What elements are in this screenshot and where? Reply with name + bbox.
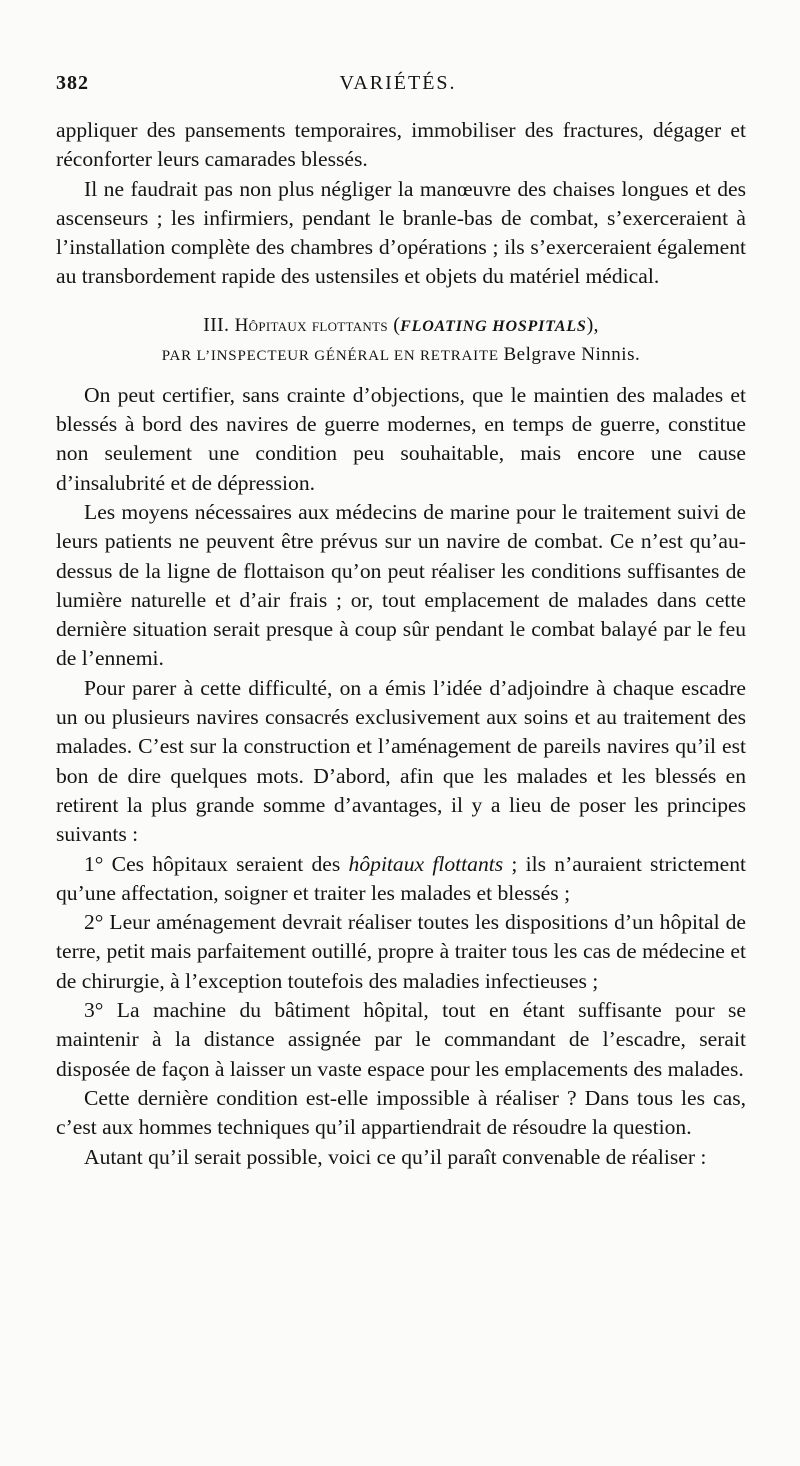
- paragraph: Cette dernière condition est-elle impossible à réaliser ? Dans tous les cas, c’est aux hommes techniques qu’il appartiendrait de résoudre la question.: [56, 1085, 746, 1140]
- list-item: [56, 850, 746, 909]
- section-title: Hôpitaux flottants: [234, 314, 388, 336]
- paren-close: ),: [586, 313, 599, 336]
- list-item-text: 3° La machine du bâtiment hôpital, tout en étant suffisante pour se maintenir à la distance assignée par le commandant de l’escadre, serait disposée de façon à laisser un vaste espace pour les emplacements des malades.: [56, 998, 746, 1081]
- paragraph: Les moyens nécessaires aux médecins de marine pour le traitement suivi de leurs patients ne peuvent être prévus sur un navire de combat. Ce n’est qu’au-dessus de la ligne de flottaison qu’on peut réaliser les conditions suffisantes de lumière naturelle et d’air frais ; or, tout emplacement de malades dans cette dernière situation serait presque à coup sûr pendant le combat balayé par le feu de l’ennemi.: [56, 499, 746, 671]
- paragraph: On peut certifier, sans crainte d’objections, que le maintien des malades et blessés à bord des navires de guerre modernes, en temps de guerre, constitue non seulement une condition peu souhaitable, mais encore une cause d’insalubrité et de dépression.: [56, 382, 746, 495]
- byline-prefix: PAR L’INSPECTEUR GÉNÉRAL EN RETRAITE: [161, 347, 499, 364]
- page-header: [56, 72, 740, 102]
- section-byline: [56, 341, 746, 370]
- list-item-text: 1° Ces hôpitaux seraient des: [84, 851, 349, 876]
- list-item-text: 2° Leur aménagement devrait réaliser toutes les dispositions d’un hôpital de terre, petit mais parfaitement outillé, propre à traiter tous les cas de médecine et de chirurgie, à l’exception toutefois des maladies infectieuses ;: [56, 910, 746, 993]
- list-item-italic: hôpitaux flottants: [348, 851, 504, 876]
- section-numeral: III.: [203, 313, 230, 336]
- continued-paragraph: appliquer des pansements temporaires, immobiliser des fractures, dégager et réconforter leurs camarades blessés.: [56, 118, 746, 172]
- list-item: [56, 908, 746, 996]
- paragraph: Pour parer à cette difficulté, on a émis l’idée d’adjoindre à chaque escadre un ou plusieurs navires consacrés exclusivement aux soins et au traitement des malades. C’est sur la construction et l’aménagement de pareils navires qu’il est bon de dire quelques mots. D’abord, afin que les malades et les blessés en retirent la plus grande somme d’avantages, il y a lieu de poser les principes suivants :: [56, 675, 746, 847]
- section-english-title: FLOATING HOSPITALS: [400, 317, 587, 335]
- paragraph: Autant qu’il serait possible, voici ce qu’il paraît convenable de réaliser :: [84, 1144, 707, 1169]
- running-title: VARIÉTÉS.: [339, 72, 457, 94]
- paragraph: Il ne faudrait pas non plus négliger la manœuvre des chaises longues et des ascenseurs ; les infirmiers, pendant le branle-bas de combat, s’exerceraient à l’installation complète des chambres d’opérations ; ils s’exerceraient également au transbordement rapide des ustensiles et objets du matériel médical.: [56, 176, 746, 289]
- list-item: [56, 996, 746, 1084]
- author-name: Belgrave Ninnis.: [503, 343, 641, 365]
- section-heading: [56, 311, 746, 341]
- page-body: [56, 116, 746, 1172]
- list-item-text-after: ; ils n’auraient strictement qu’une affectation, soigner et traiter les malades et blessés ;: [56, 851, 746, 905]
- paren-open: (: [393, 313, 401, 336]
- page-number: 382: [56, 72, 89, 94]
